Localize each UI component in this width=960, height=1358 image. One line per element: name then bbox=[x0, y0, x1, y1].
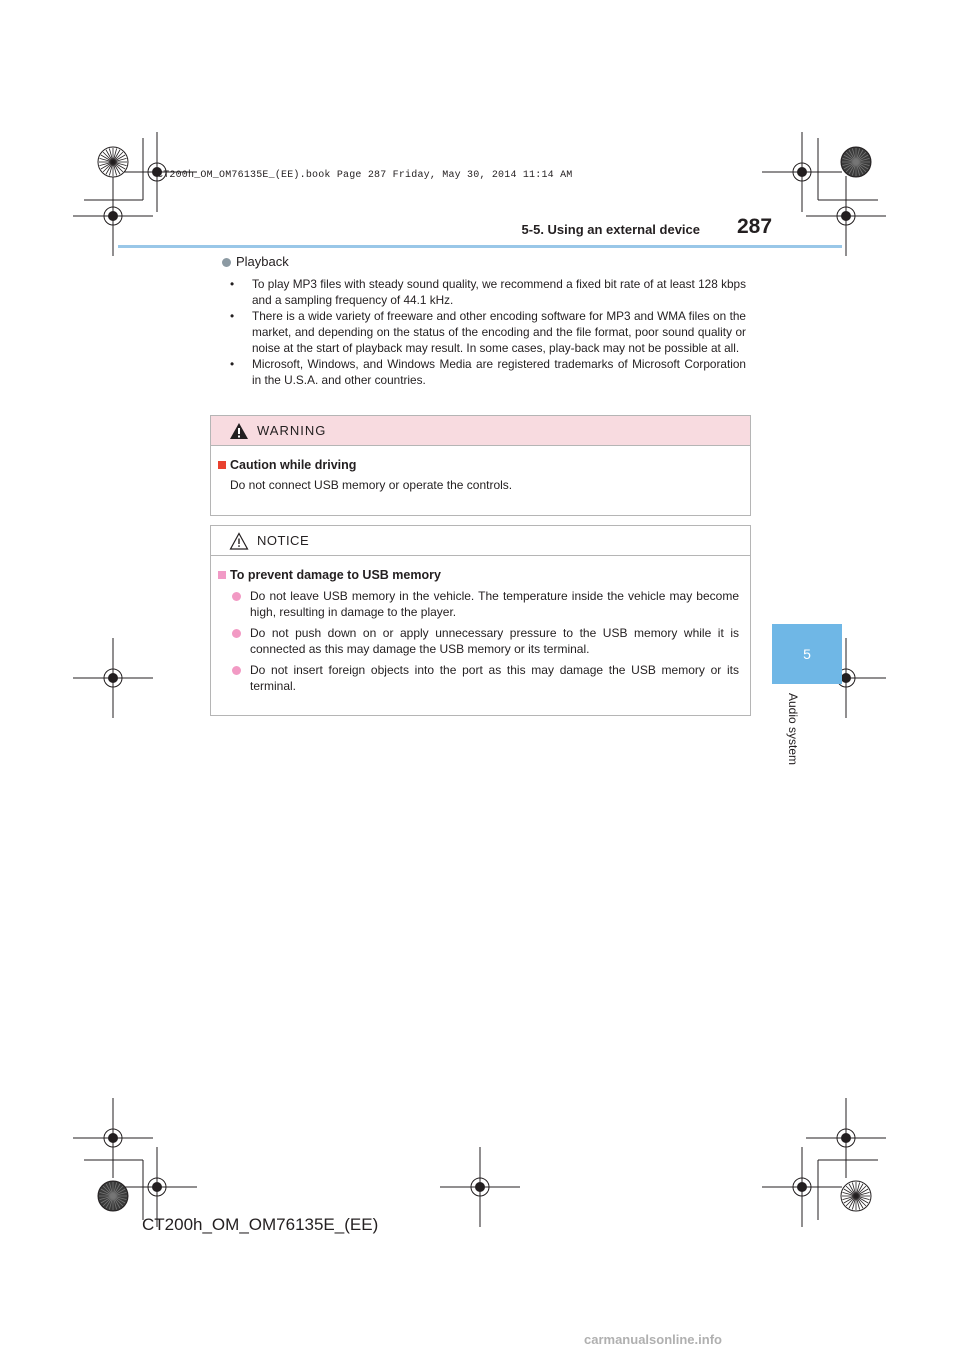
playback-heading bbox=[222, 254, 746, 270]
playback-list bbox=[222, 276, 746, 388]
list-item: • There is a wide variety of freeware and other encoding software for MP3 and WMA files on the market, and depending on the status of the encoding and the file format, poor sound quality or noise at the start of playback may result. In some cases, play-back may not be possible at all. bbox=[230, 309, 746, 355]
bullet-dot-icon bbox=[232, 592, 241, 601]
list-item: • Microsoft, Windows, and Windows Media are registered trademarks of Microsoft Corporation in the U.S.A. and other countries. bbox=[230, 357, 746, 387]
notice-label: NOTICE bbox=[257, 533, 310, 548]
warning-header bbox=[211, 416, 750, 446]
crosshair-mark bbox=[73, 1098, 153, 1178]
notice-subhead: To prevent damage to USB memory bbox=[218, 568, 743, 582]
registration-wheel bbox=[98, 1181, 128, 1211]
warning-subhead: Caution while driving bbox=[218, 458, 743, 472]
playback-section bbox=[222, 254, 746, 388]
notice-triangle-icon bbox=[229, 532, 249, 550]
list-item: Do not insert foreign objects into the port as this may damage the USB memory or its terminal. bbox=[218, 662, 743, 694]
chapter-name: Audio system bbox=[786, 693, 800, 766]
crosshair-mark bbox=[762, 1147, 842, 1227]
warning-body bbox=[211, 446, 750, 492]
notice-box bbox=[210, 525, 751, 716]
crosshair-mark bbox=[440, 1147, 520, 1227]
warning-label: WARNING bbox=[257, 423, 327, 438]
bullet-dot-icon bbox=[232, 666, 241, 675]
crosshair-mark bbox=[73, 176, 153, 256]
bullet-dot-icon bbox=[232, 629, 241, 638]
section-title: 5-5. Using an external device bbox=[521, 222, 700, 237]
square-bullet-icon bbox=[218, 571, 226, 579]
file-header: CT200h_OM_OM76135E_(EE).book Page 287 Friday, May 30, 2014 11:14 AM bbox=[157, 170, 573, 181]
chapter-number: 5 bbox=[803, 646, 811, 662]
warning-triangle-icon bbox=[229, 422, 249, 440]
chapter-tab bbox=[772, 624, 842, 684]
footer-code: CT200h_OM_OM76135E_(EE) bbox=[142, 1215, 379, 1234]
warning-text: Do not connect USB memory or operate the controls. bbox=[230, 478, 513, 492]
registration-wheel bbox=[841, 147, 871, 177]
warning-box bbox=[210, 415, 751, 516]
bullet-dot-icon bbox=[222, 258, 231, 267]
registration-wheel bbox=[98, 147, 128, 177]
list-item: Do not leave USB memory in the vehicle. The temperature inside the vehicle may become high, resulting in damage to the player. bbox=[218, 588, 743, 620]
square-bullet-icon bbox=[218, 461, 226, 469]
list-item: • To play MP3 files with steady sound quality, we recommend a fixed bit rate of at least 128 kbps and a sampling frequency of 44.1 kHz. bbox=[230, 277, 746, 307]
header-rule bbox=[118, 245, 842, 248]
list-item: Do not push down on or apply unnecessary pressure to the USB memory while it is connected as this may damage the USB memory or its terminal. bbox=[218, 625, 743, 657]
playback-title: Playback bbox=[236, 254, 289, 269]
registration-wheel bbox=[841, 1181, 871, 1211]
watermark: carmanualsonline.info bbox=[584, 1332, 722, 1347]
page-number: 287 bbox=[737, 215, 773, 238]
notice-body bbox=[211, 556, 750, 694]
notice-header bbox=[211, 526, 750, 556]
crosshair-mark bbox=[73, 638, 153, 718]
